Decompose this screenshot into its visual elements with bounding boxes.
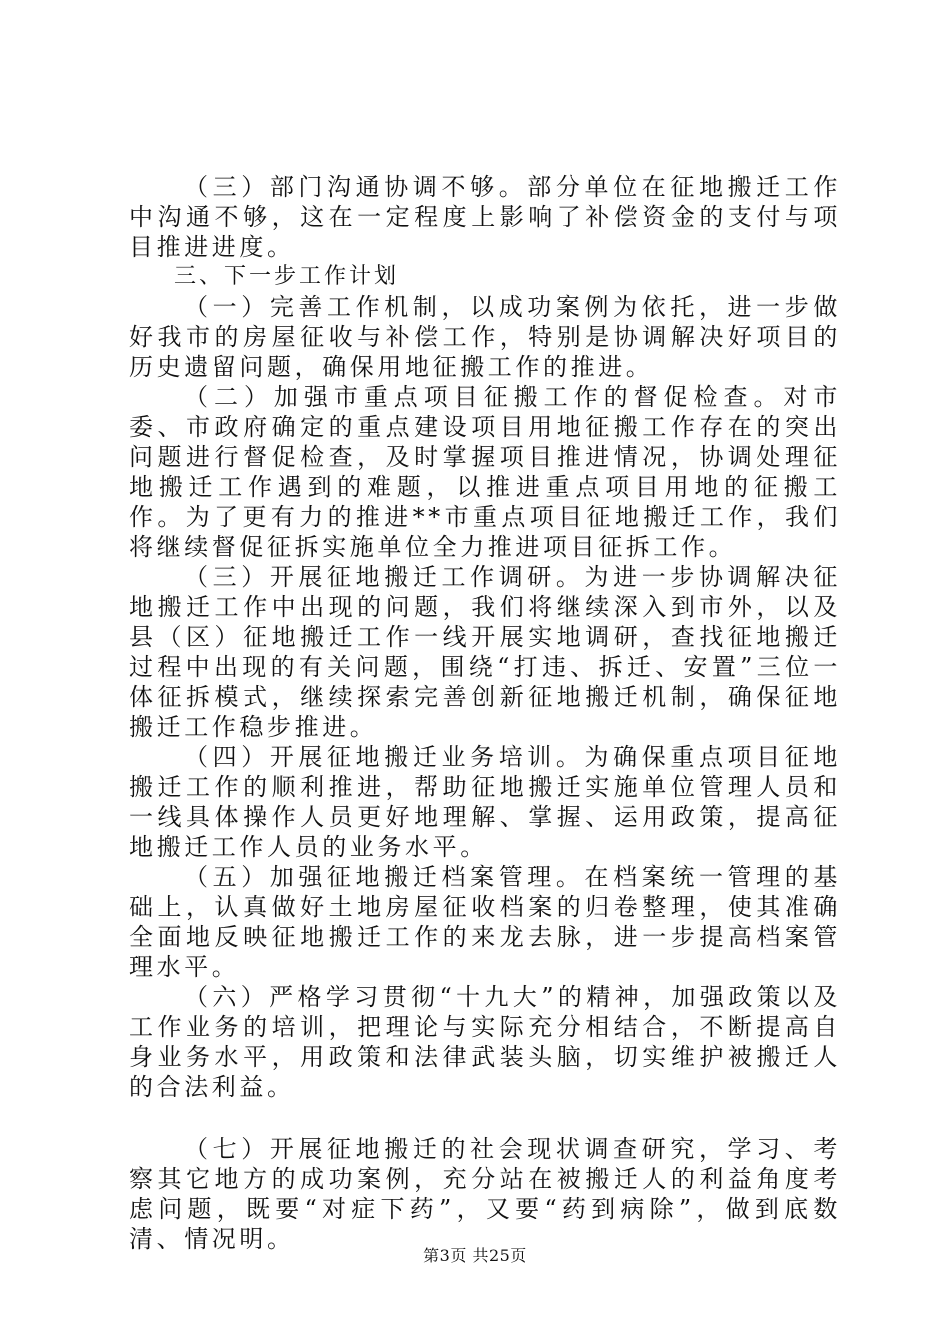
- paragraph-plan-7: （七）开展征地搬迁的社会现状调查研究，学习、考察其它地方的成功案例，充分站在被搬迁人的利益角度考虑问题，既要“对症下药”，又要“药到病除”，做到底数清、情况明。: [129, 1135, 841, 1253]
- paragraph-plan-3: （三）开展征地搬迁工作调研。为进一步协调解决征地搬迁工作中出现的问题，我们将继续深入到市外，以及县（区）征地搬迁工作一线开展实地调研，查找征地搬迁过程中出现的有关问题，围绕“打违、拆迁、安置”三位一体征拆模式，继续探索完善创新征地搬迁机制，确保征地搬迁工作稳步推进。: [129, 563, 841, 741]
- paragraph-plan-5: （五）加强征地搬迁档案管理。在档案统一管理的基础上，认真做好土地房屋征收档案的归卷整理，使其准确全面地反映征地搬迁工作的来龙去脉，进一步提高档案管理水平。: [129, 863, 841, 981]
- paragraph-plan-4: （四）开展征地搬迁业务培训。为确保重点项目征地搬迁工作的顺利推进，帮助征地搬迁实施单位管理人员和一线具体操作人员更好地理解、掌握、运用政策，提高征地搬迁工作人员的业务水平。: [129, 743, 841, 861]
- document-body: [129, 172, 841, 1254]
- paragraph-plan-6: （六）严格学习贯彻“十九大”的精神，加强政策以及工作业务的培训，把理论与实际充分相结合，不断提高自身业务水平，用政策和法律武装头脑，切实维护被搬迁人的合法利益。: [129, 983, 841, 1101]
- paragraph-problem-3: （三）部门沟通协调不够。部分单位在征地搬迁工作中沟通不够，这在一定程度上影响了补偿资金的支付与项目推进进度。: [129, 173, 841, 261]
- section-heading-next-plan: 三、下一步工作计划: [174, 264, 400, 289]
- paragraph-plan-2: （二）加强市重点项目征搬工作的督促检查。对市委、市政府确定的重点建设项目用地征搬工作存在的突出问题进行督促检查，及时掌握项目推进情况，协调处理征地搬迁工作遇到的难题，以推进重点项目用地的征搬工作。为了更有力的推进**市重点项目征地搬迁工作，我们将继续督促征拆实施单位全力推进项目征拆工作。: [129, 383, 841, 561]
- paragraph-plan-1: （一）完善工作机制，以成功案例为依托，进一步做好我市的房屋征收与补偿工作，特别是协调解决好项目的历史遗留问题，确保用地征搬工作的推进。: [129, 293, 841, 381]
- page-number-footer: 第3页 共25页: [423, 1246, 527, 1265]
